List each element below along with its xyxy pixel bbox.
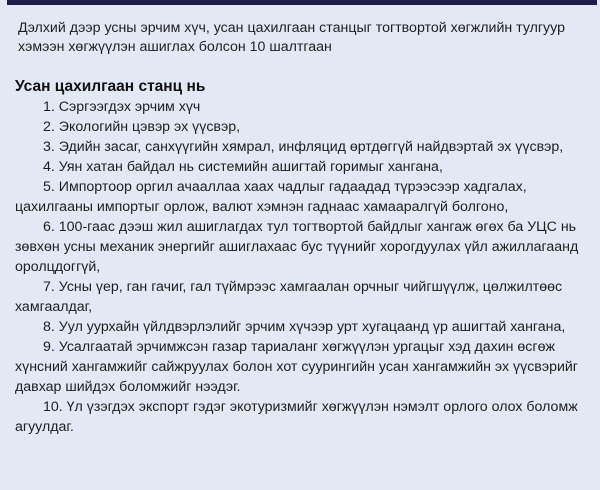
list-item: 5. Импортоор оргил ачааллаа хаах чадлыг гадаадад түрээсээр хадгалах, цахилгааны импортыг орлож, валют хэмнэн гаднаас хамааралгүй болгоно, — [15, 179, 527, 215]
list-item: 6. 100-гаас дээш жил ашиглагдах тул тогтвортой байдлыг хангаж өгөх ба УЦС нь зөвхөн усны механик энергийг ашиглахаас бус түүнийг хорогдуулах үйл ажиллагаанд оролцдоггүй, — [15, 219, 579, 275]
reasons-list — [8, 96, 596, 437]
list-item: 9. Усалгаатай эрчимжсэн газар тариаланг хөгжүүлэн ургацыг хэд дахин өсгөж хүнсний хангамжийг сайжруулах болон хот суурингийн усан хангамжийн эх үүсвэрийг давхар шийдэх боломжийг нээдэг. — [15, 339, 578, 395]
info-panel — [8, 5, 596, 490]
intro-text: Дэлхий дээр усны эрчим хүч, усан цахилгаан станцыг тогтвортой хөгжлийн тулгуур хэмээн хөгжүүлэн ашиглах болсон 10 шалтгаан — [18, 20, 565, 55]
list-item: 4. Уян хатан байдал нь системийн ашигтай горимыг хангана, — [43, 159, 443, 175]
list-item: 7. Усны үер, ган гачиг, гал түймрээс хамгаалан орчныг чийгшүүлж, цөлжилтөөс хамгаалдаг, — [15, 279, 563, 315]
list-item: 2. Экологийн цэвэр эх үүсвэр, — [43, 119, 241, 135]
section-heading: Усан цахилгаан станц нь — [15, 78, 206, 95]
list-item: 1. Сэргээгдэх эрчим хүч — [43, 99, 201, 115]
list-item: 8. Уул уурхайн үйлдвэрлэлийг эрчим хүчээр урт хугацаанд үр ашигтай хангана, — [43, 319, 566, 335]
list-item: 10. Үл үзэгдэх экспорт гэдэг экотуризмийг хөгжүүлэн нэмэлт орлого олох боломж агуулдаг. — [15, 399, 578, 435]
list-item: 3. Эдийн засаг, санхүүгийн хямрал, инфляцид өртдөггүй найдвэртай эх үүсвэр, — [43, 139, 564, 155]
